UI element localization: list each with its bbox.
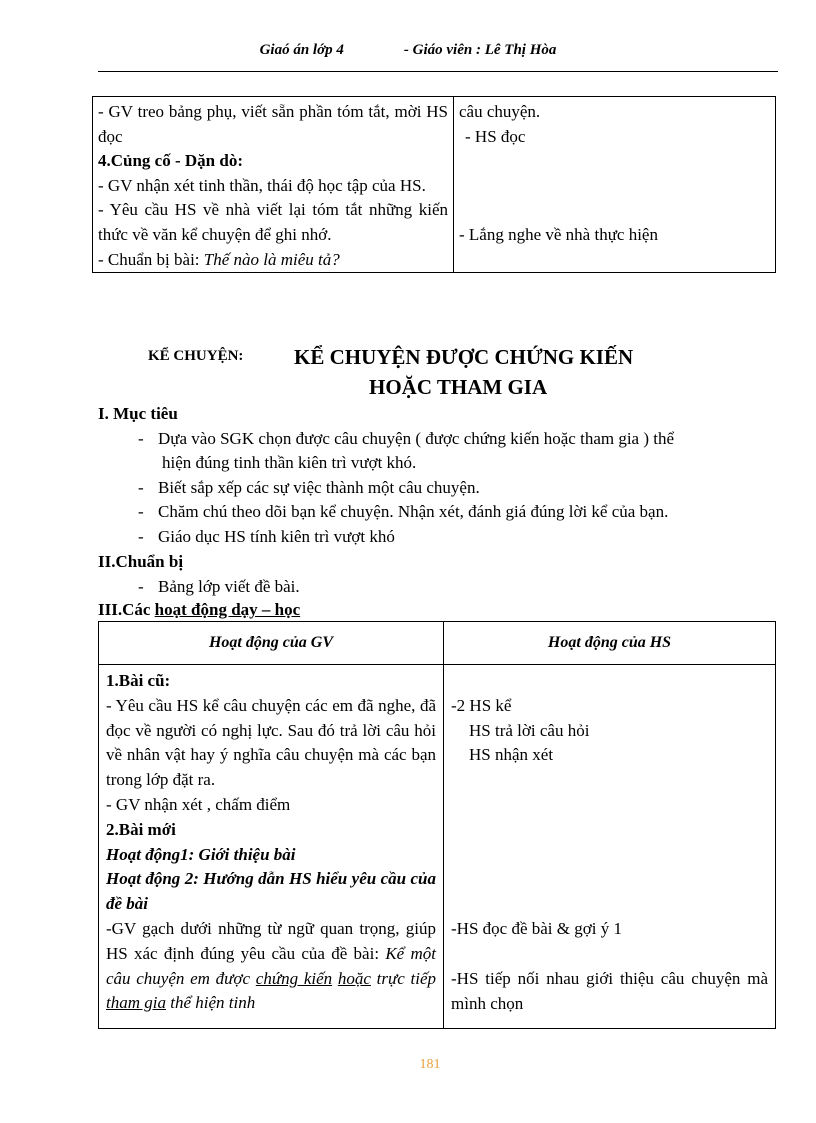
teacher-activities-cell: 1.Bài cũ: - Yêu cầu HS kể câu chuyện các em đã nghe, đã đọc về người có nghị lực. Sau đó trả lời câu hỏi về nhân vật hay ý nghĩa câu chuyện mà các bạn trong lớp đặt ra. - GV nhận xét , chấm điểm 2.Bài mới Hoạt động1: Giới thiệu bài Hoạt động 2: Hướng dẫn HS hiểu yêu cầu của đề bài -GV gạch dưới những từ ngữ quan trọng, giúp HS xác định đúng yêu cầu của đề bài: Kể một câu chuyện em được chứng kiến hoặc trực tiếp tham gia thể hiện tinh bbox=[99, 665, 444, 1029]
table1-student-cell: câu chuyện. - HS đọc - Lắng nghe về nhà thực hiện bbox=[454, 97, 776, 273]
header-subject: Giaó án lớp 4 bbox=[259, 42, 344, 58]
table1-line: - Yêu cầu HS về nhà viết lại tóm tắt những kiến thức về văn kể chuyện để ghi nhớ. bbox=[98, 200, 448, 244]
list-item: - Bảng lớp viết đề bài. bbox=[138, 577, 300, 596]
lesson-subject-label: KỂ CHUYỆN: bbox=[148, 348, 244, 364]
table1-heading: 4.Củng cố - Dặn dò: bbox=[98, 151, 243, 171]
table1-line: - GV nhận xét tinh thần, thái độ học tập của HS. bbox=[98, 175, 426, 195]
student-activities-cell: -2 HS kể HS trả lời câu hỏi HS nhận xét -HS đọc đề bài & gợi ý 1 -HS tiếp nối nhau giới thiệu câu chuyện mà mình chọn bbox=[444, 665, 776, 1029]
lesson-table-continued bbox=[92, 96, 776, 273]
header-teacher: - Giáo viên : Lê Thị Hòa bbox=[403, 42, 557, 58]
activities-table bbox=[98, 621, 776, 1029]
list-item: - Giáo dục HS tính kiên trì vượt khó bbox=[138, 527, 395, 546]
lesson-title-line1: KỂ CHUYỆN ĐƯỢC CHỨNG KIẾN bbox=[294, 345, 634, 369]
header-rule bbox=[98, 71, 778, 72]
list-item: - Biết sắp xếp các sự việc thành một câu chuyện. bbox=[138, 478, 480, 497]
section-heading-preparation: II.Chuẩn bị bbox=[98, 552, 184, 571]
page-number: 181 bbox=[419, 1057, 441, 1072]
page-header bbox=[0, 42, 816, 59]
section-heading-activities: III.Các hoạt động dạy – học bbox=[98, 600, 301, 619]
column-header-teacher: Hoạt động của GV bbox=[99, 622, 444, 665]
section-heading-objectives: I. Mục tiêu bbox=[98, 404, 178, 423]
list-item-continued: hiện đúng tinh thần kiên trì vượt khó. bbox=[162, 453, 417, 472]
lesson-title-line2: HOẶC THAM GIA bbox=[369, 375, 548, 399]
list-item: - Dựa vào SGK chọn được câu chuyện ( được chứng kiến hoặc tham gia ) thể bbox=[138, 429, 675, 448]
column-header-student: Hoạt động của HS bbox=[444, 622, 776, 665]
assignment-text: -GV gạch dưới những từ ngữ quan trọng, giúp HS xác định đúng yêu cầu của đề bài: Kể một câu chuyện em được chứng kiến hoặc trực tiếp tham gia thể hiện tinh bbox=[106, 918, 436, 1013]
table1-line: - GV treo bảng phụ, viết sẵn phần tóm tắt, mời HS đọc bbox=[98, 102, 448, 146]
table1-teacher-cell bbox=[93, 97, 454, 273]
next-lesson-title: Thế nào là miêu tả? bbox=[203, 249, 340, 269]
list-item: - Chăm chú theo dõi bạn kể chuyện. Nhận xét, đánh giá đúng lời kể của bạn. bbox=[138, 502, 669, 521]
table1-line: - Chuẩn bị bài: Thế nào là miêu tả? bbox=[98, 249, 340, 269]
